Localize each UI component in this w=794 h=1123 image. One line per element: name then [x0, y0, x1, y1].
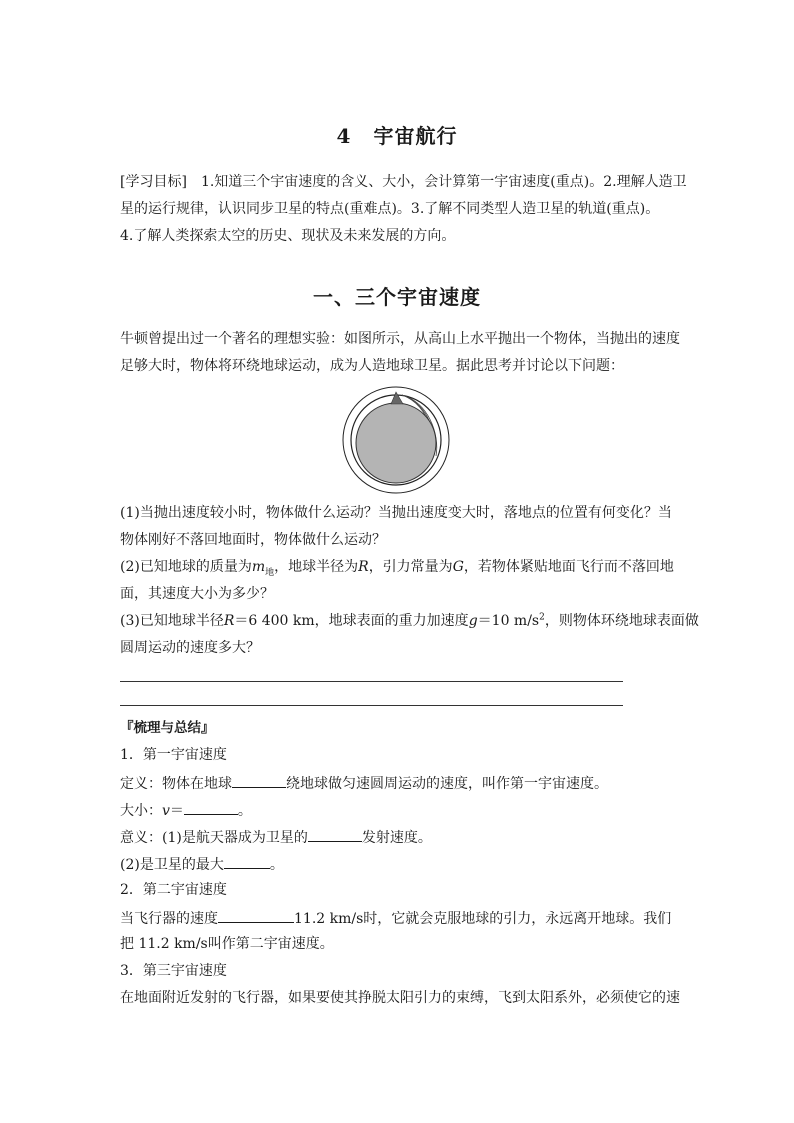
lesson-title: [0, 120, 794, 149]
newton-cannon-figure: [340, 384, 452, 496]
blank-second-velocity[interactable]: [218, 907, 294, 923]
answer-line-2[interactable]: [120, 705, 623, 706]
summary-item-1-definition: 定义：物体在地球 绕地球做匀速圆周运动的速度，叫作第一宇宙速度。: [120, 772, 608, 794]
blank-meaning-2[interactable]: [224, 853, 270, 869]
answer-line-1[interactable]: [120, 681, 623, 682]
summary-item-1-title: 1．第一宇宙速度: [120, 747, 227, 763]
summary-item-2-title: 2．第二宇宙速度: [120, 882, 227, 898]
summary-item-3-title: 3．第三宇宙速度: [120, 963, 227, 979]
summary-item-1-size: 大小：v＝ 。: [120, 799, 252, 821]
question-2-line-1: (2)已知地球的质量为$m_地$，地球半径为R，引力常量为G，若物体紧贴地面飞行而不落回地: [120, 559, 674, 578]
blank-definition[interactable]: [232, 772, 286, 788]
summary-item-1-meaning-2: (2)是卫星的最大 。: [120, 853, 284, 875]
summary-item-3-line-1: 在地面附近发射的飞行器，如果要使其挣脱太阳引力的束缚，飞到太阳系外，必须使它的速: [120, 990, 680, 1006]
summary-item-1-meaning-1: 意义：(1)是航天器成为卫星的 发射速度。: [120, 826, 432, 848]
earth: [356, 403, 436, 483]
goals-line-2: 星的运行规律，认识同步卫星的特点(重难点)。3.了解不同类型人造卫星的轨道(重点)。: [120, 201, 660, 217]
lesson-title-text: 宇宙航行: [373, 124, 458, 148]
summary-item-2-line-1: 当飞行器的速度 11.2 km/s时，它就会克服地球的引力，永远离开地球。我们: [120, 907, 671, 929]
intro-line-1: 牛顿曾提出过一个著名的理想实验：如图所示，从高山上水平抛出一个物体，当抛出的速度: [120, 331, 680, 347]
question-3-line-1: (3)已知地球半径R＝6 400 km，地球表面的重力加速度g＝10 $m/s^2$，则物体环绕地球表面做: [120, 612, 699, 629]
blank-size[interactable]: [184, 799, 238, 815]
question-2-line-2: 面，其速度大小为多少？: [120, 586, 274, 602]
goals-label: [学习目标]: [120, 174, 187, 190]
question-1-line-1: (1)当抛出速度较小时，物体做什么运动？当抛出速度变大时，落地点的位置有何变化？当: [120, 505, 672, 521]
question-1-line-2: 物体刚好不落回地面时，物体做什么运动？: [120, 532, 386, 548]
section-heading: 一、三个宇宙速度: [313, 285, 481, 309]
summary-header: 『梳理与总结』: [120, 720, 215, 736]
blank-meaning-1[interactable]: [308, 826, 362, 842]
summary-item-2-line-2: 把 11.2 km/s叫作第二宇宙速度。: [120, 936, 334, 952]
lesson-number: 4: [336, 124, 352, 148]
question-3-line-2: 圆周运动的速度多大？: [120, 640, 260, 656]
goals-line-1: [学习目标] 1.知道三个宇宙速度的含义、大小，会计算第一宇宙速度(重点)。2.理解人造卫: [120, 174, 687, 190]
goals-line-3: 4.了解人类探索太空的历史、现状及未来发展的方向。: [120, 228, 456, 244]
intro-line-2: 足够大时，物体将环绕地球运动，成为人造地球卫星。据此思考并讨论以下问题：: [120, 358, 624, 374]
